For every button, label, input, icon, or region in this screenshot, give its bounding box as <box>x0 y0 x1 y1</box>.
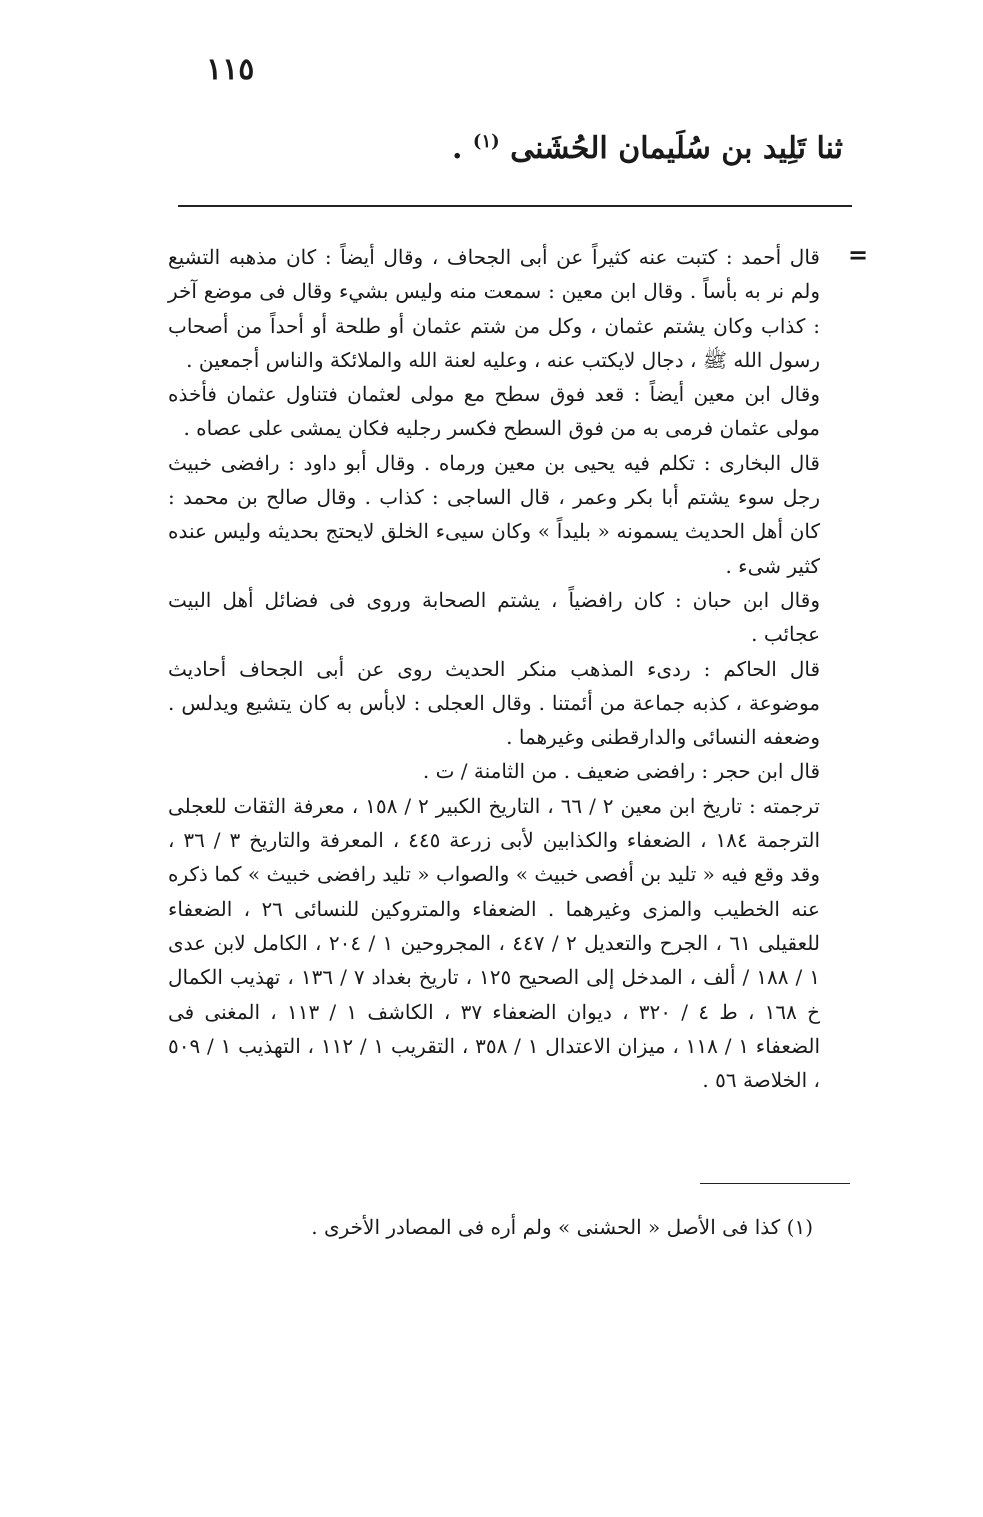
footnote-divider <box>700 1183 850 1184</box>
top-divider <box>178 205 852 207</box>
footnote: (١) كذا فى الأصل « الحشنى » ولم أره فى المصادر الأخرى . <box>311 1215 813 1239</box>
note-paragraph-hakim: قال الحاكم : ردىء المذهب منكر الحديث روى عن أبى الجحاف أحاديث موضوعة ، كذبه جماعة من أئمتنا . وقال العجلى : لابأس به كان يتشيع ويدلس . وضعفه النسائى والدارقطنى وغيرهما . <box>168 656 820 750</box>
footnote-reference: (١) <box>472 131 500 152</box>
note-paragraph-bukhari: قال البخارى : تكلم فيه يحيى بن معين ورماه . وقال أبو داود : رافضى خبيث رجل سوء يشتم أبا بكر وعمر ، قال الساجى : كذاب . وقال صالح بن محمد : كان أهل الحديث يسمونه « بليداً » وكان سيىء الخلق لايحتج بحديثه وليس عنده كثير شىء . <box>168 450 820 578</box>
continuation-mark: = <box>848 240 869 269</box>
hadith-chain-end: . <box>452 131 463 166</box>
note-paragraph-ibn-hajar: قال ابن حجر : رافضى ضعيف . من الثامنة / ت . <box>422 759 820 784</box>
commentary-notes <box>168 240 820 1097</box>
note-paragraph-sources: ترجمته : تاريخ ابن معين ٢ / ٦٦ ، التاريخ الكبير ٢ / ١٥٨ ، معرفة الثقات للعجلى الترجمة ١٨٤ ، الضعفاء والكذابين لأبى زرعة ٤٤٥ ، المعرفة والتاريخ ٣ / ٣٦ ، وقد وقع فيه « تليد بن أفصى خبيث » والصواب « تليد رافضى خبيث » كما ذكره عنه الخطيب والمزى وغيرهما . الضعفاء والمتروكين للنسائى ٢٦ ، الضعفاء للعقيلى ٦١ ، الجرح والتعديل ٢ / ٤٤٧ ، المجروحين ١ / ٢٠٤ ، الكامل لابن عدى ١ / ١٨٨ / ألف ، المدخل إلى الصحيح ١٢٥ ، تاريخ بغداد ٧ / ١٣٦ ، تهذيب الكمال خ ١٦٨ ، ط ٤ / ٣٢٠ ، ديوان الضعفاء ٣٧ ، الكاشف ١ / ١١٣ ، المغنى فى الضعفاء ١ / ١١٨ ، ميزان الاعتدال ١ / ٣٥٨ ، التقريب ١ / ١١٢ ، التهذيب ١ / ٥٠٩ ، الخلاصة ٥٦ . <box>168 793 821 1093</box>
hadith-chain-line <box>143 120 843 171</box>
hadith-chain-text: ثنا تَلِيد بن سُلَيمان الحُشَنى <box>510 131 843 166</box>
note-paragraph-ibn-hibban: وقال ابن حبان : كان رافضياً ، يشتم الصحابة وروى فى فضائل أهل البيت عجائب . <box>168 587 820 647</box>
note-paragraph-ahmad: قال أحمد : كتبت عنه كثيراً عن أبى الجحاف ، وقال أيضاً : كان مذهبه التشيع ولم نر به بأساً . وقال ابن معين : سمعت منه وليس بشيء وقال فى موضع آخر : كذاب وكان يشتم عثمان ، وكل من شتم عثمان أو طلحة أو أحداً من أصحاب رسول الله ﷺ ، دجال لايكتب عنه ، وعليه لعنة الله والملائكة والناس أجمعين . <box>168 245 820 372</box>
note-paragraph-ibn-maeen: وقال ابن معين أيضاً : قعد فوق سطح مع مولى لعثمان فتناول عثمان فأخذه مولى عثمان فرمى به من فوق السطح فكسر رجليه فكان يمشى على عصاه . <box>168 382 820 441</box>
page-number: ١١٥ <box>206 52 255 87</box>
